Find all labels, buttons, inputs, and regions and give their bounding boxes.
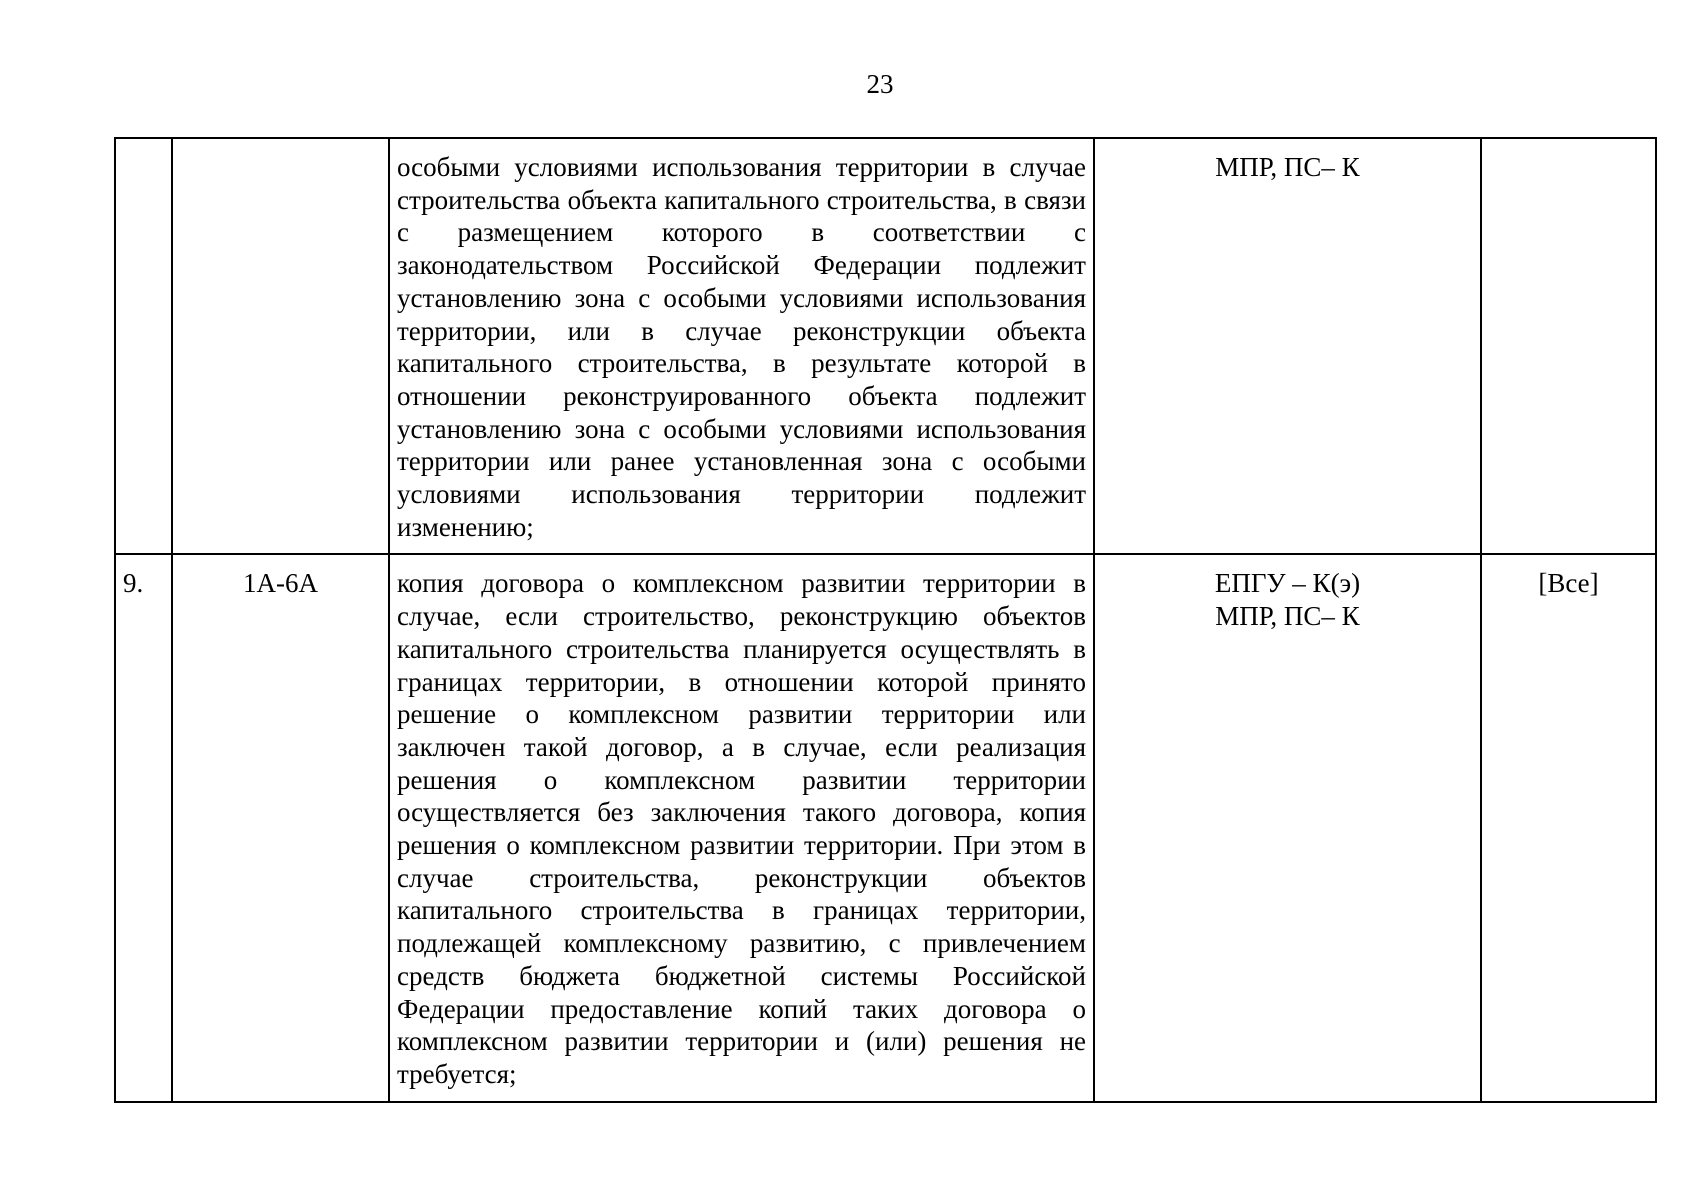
table-row — [115, 554, 1656, 1101]
category-cell — [1481, 138, 1656, 554]
row-code-cell: 1А-6А — [172, 554, 389, 1101]
documents-table — [114, 137, 1657, 1103]
document-description-cell: копия договора о комплексном развитии территории в случае, если строительство, реконструкцию объектов капитального строительства планируется осуществлять в границах территории, в отношении которой принято решение о комплексном развитии территории или заключен такой договор, а в случае, если реализация решения о комплексном развитии территории осуществляется без заключения такого договора, копия решения о комплексном развитии территории. При этом в случае строительства, реконструкции объектов капитального строительства в границах территории, подлежащей комплексному развитию, с привлечением средств бюджета бюджетной системы Российской Федерации предоставление копий таких договора о комплексном развитии территории и (или) решения не требуется; — [389, 554, 1094, 1101]
submission-method-cell — [1094, 554, 1481, 1101]
document-description-cell: особыми условиями использования территории в случае строительства объекта капитального строительства, в связи с размещением которого в соответствии с законодательством Российской Федерации подлежит установлению зона с особыми условиями использования территории, или в случае реконструкции объекта капитального строительства, в результате которой в отношении реконструированного объекта подлежит установлению зона с особыми условиями использования территории или ранее установленная зона с особыми условиями использования территории подлежит изменению; — [389, 138, 1094, 554]
row-code-cell — [172, 138, 389, 554]
submission-method-line: МПР, ПС– К — [1215, 601, 1360, 632]
row-number-cell — [115, 138, 172, 554]
submission-method-line: ЕПГУ – К(э) — [1214, 568, 1361, 599]
submission-method-cell — [1094, 138, 1481, 554]
page-number: 23 — [866, 69, 894, 99]
table-row — [115, 138, 1656, 554]
submission-method-line: МПР, ПС– К — [1215, 152, 1360, 182]
category-cell: [Все] — [1481, 554, 1656, 1101]
row-number-cell: 9. — [115, 554, 172, 1101]
